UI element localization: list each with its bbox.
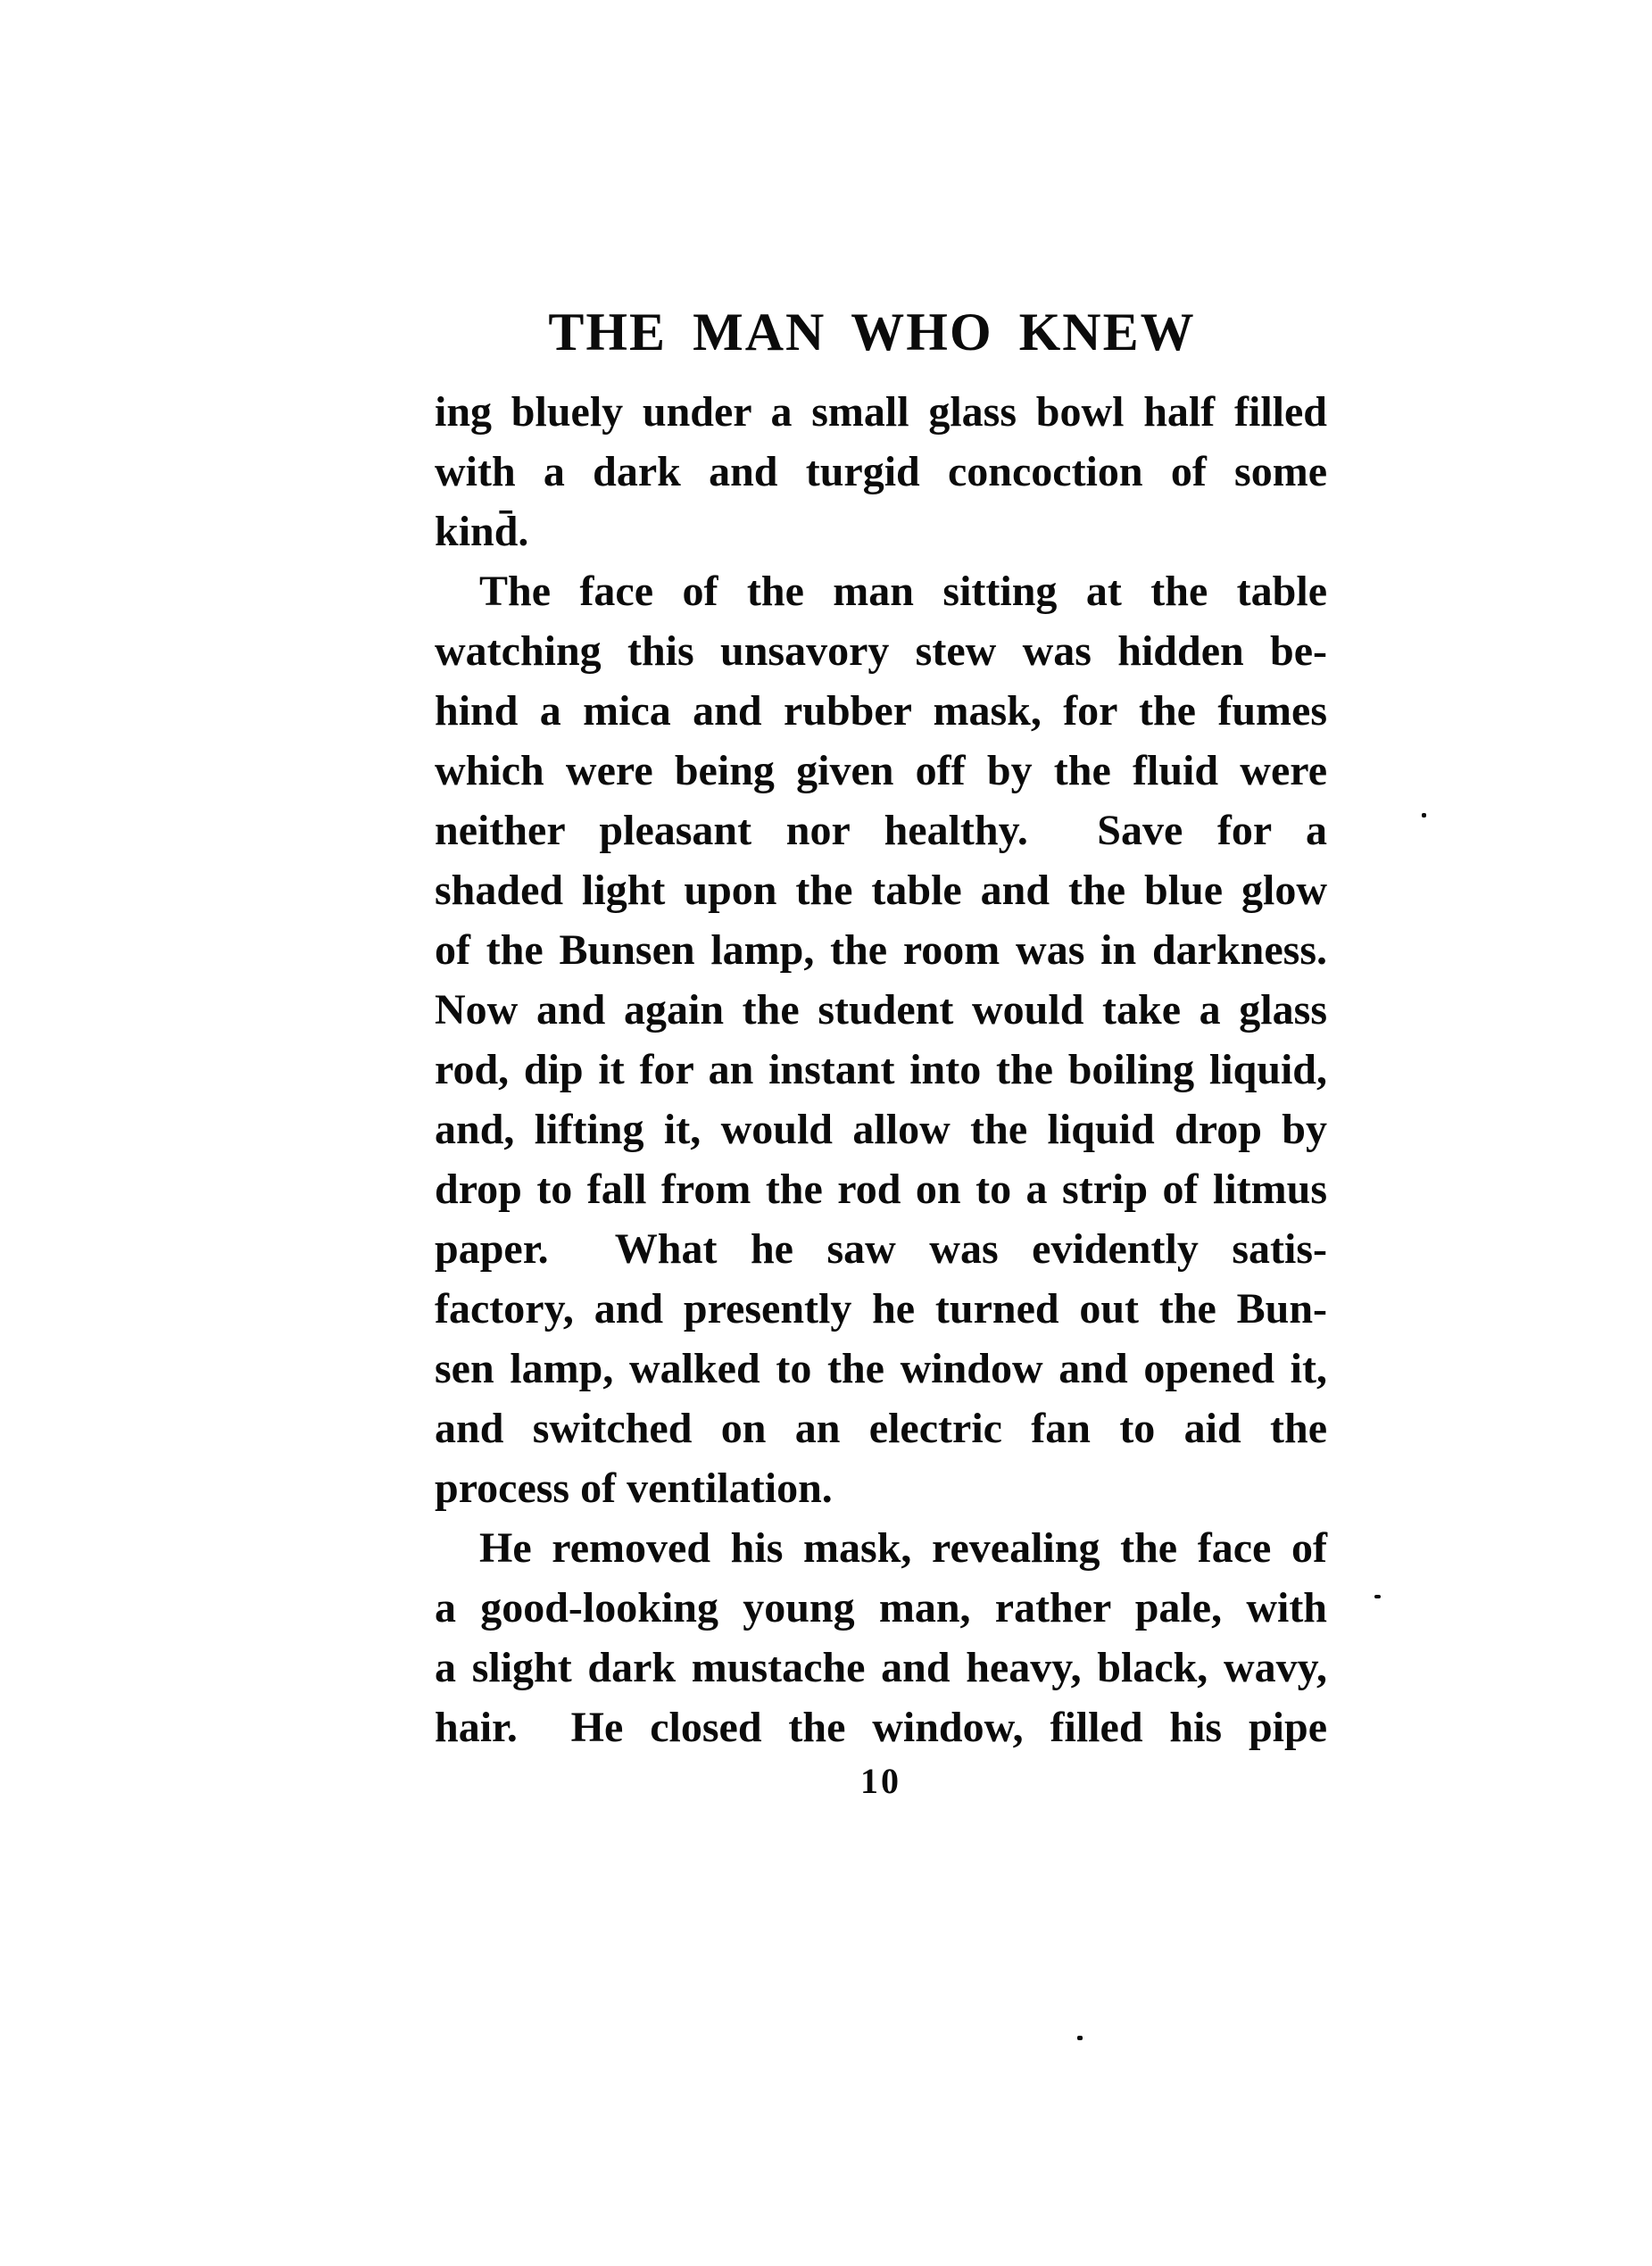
text-line: which were being given off by the fluid were xyxy=(435,747,1327,794)
text-line: ing bluely under a small glass bowl half filled xyxy=(435,388,1327,436)
text-line: a good-looking young man, rather pale, with xyxy=(435,1584,1327,1631)
text-line: rod, dip it for an instant into the boiling liquid, xyxy=(435,1046,1327,1093)
text-line: shaded light upon the table and the blue glow xyxy=(435,867,1327,914)
text-line: and switched on an electric fan to aid the xyxy=(435,1405,1327,1452)
text-line: and, lifting it, would allow the liquid drop by xyxy=(435,1106,1327,1153)
text-line: kind̄. xyxy=(435,508,529,555)
scan-speck xyxy=(1422,813,1426,818)
running-header-title: THE MAN WHO KNEW xyxy=(548,303,1196,361)
text-line: neither pleasant nor healthy. Save for a xyxy=(435,807,1327,854)
text-line: He removed his mask, revealing the face of xyxy=(479,1524,1327,1572)
text-line: of the Bunsen lamp, the room was in darkness. xyxy=(435,926,1327,974)
text-line: process of ventilation. xyxy=(435,1465,833,1512)
text-line: drop to fall from the rod on to a strip of litmus xyxy=(435,1166,1327,1213)
text-line: Now and again the student would take a glass xyxy=(435,986,1327,1033)
text-line: factory, and presently he turned out the Bun- xyxy=(435,1285,1327,1332)
page-number: 10 xyxy=(860,1761,901,1801)
text-line: The face of the man sitting at the table xyxy=(479,568,1327,615)
text-line: watching this unsavory stew was hidden be- xyxy=(435,627,1327,675)
text-line: hind a mica and rubber mask, for the fumes xyxy=(435,687,1327,735)
text-line: with a dark and turgid concoction of some xyxy=(435,448,1327,495)
scan-speck xyxy=(1077,2036,1083,2040)
text-line: paper. What he saw was evidently satis- xyxy=(435,1225,1327,1273)
scan-speck xyxy=(1374,1595,1381,1598)
body-text xyxy=(435,382,1327,1757)
text-line: hair. He closed the window, filled his pipe xyxy=(435,1704,1327,1751)
text-line: a slight dark mustache and heavy, black, wavy, xyxy=(435,1644,1327,1691)
text-line: sen lamp, walked to the window and opened it, xyxy=(435,1345,1327,1392)
